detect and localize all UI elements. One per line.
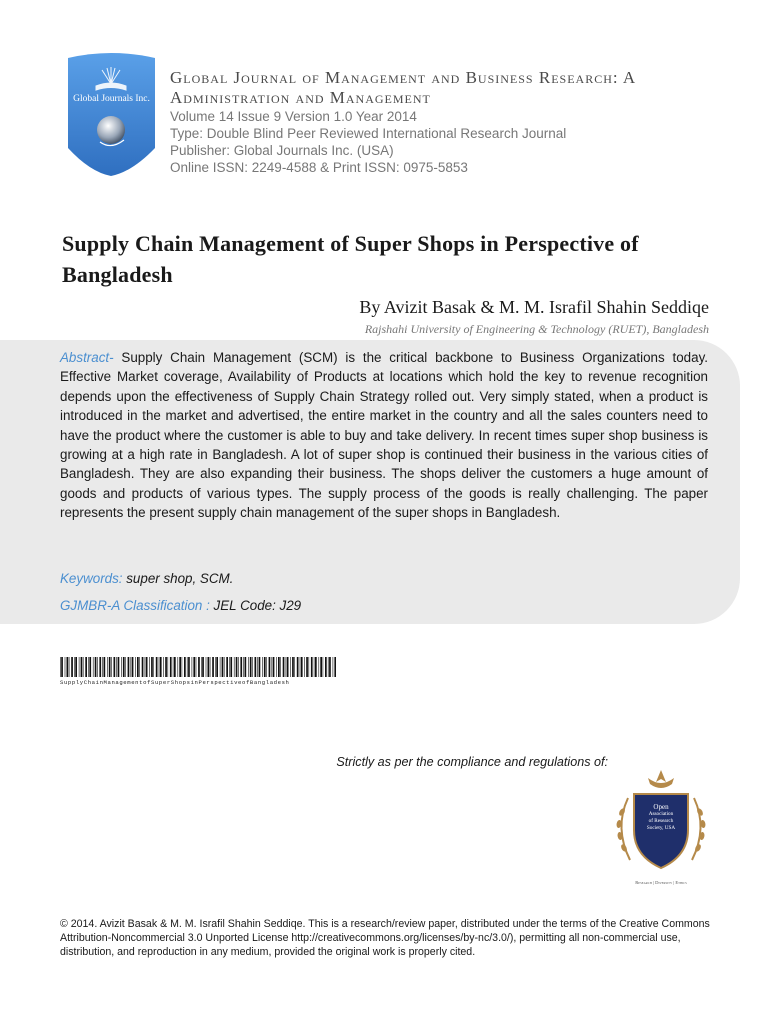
journal-issn: Online ISSN: 2249-4588 & Print ISSN: 0975-5853	[170, 160, 468, 175]
logo-shield-icon	[62, 50, 161, 178]
classification-label: GJMBR-A Classification :	[60, 598, 210, 613]
compliance-text: Strictly as per the compliance and regulations of:	[336, 755, 608, 769]
paper-title: Supply Chain Management of Super Shops in Perspective of Bangladesh	[62, 231, 639, 287]
seal-line2: Association	[648, 811, 674, 817]
keywords	[60, 571, 233, 586]
abstract-text	[60, 348, 708, 523]
seal-caption: Research | Diversity | Ethics	[635, 880, 687, 885]
journal-publisher: Publisher: Global Journals Inc. (USA)	[170, 143, 394, 158]
abstract-body: Supply Chain Management (SCM) is the critical backbone to Business Organizations today. Effective Market coverage, Availability of Products at locations which hold the key to revenue recognition depends upon the effectiveness of Supply Chain Strategy rolled out. Very simply stated, when a product is introduced in the market and advertised, the entire market in the country and all the sales counters need to have the product where the customer is able to buy and take delivery. In recent times super shop business is growing at a high rate in Bangladesh. A lot of super shop is continued their business in the various cities of Bangladesh. They are also expanding their business. The shops deliver the customers a huge amount of goods and products of various types. The supply process of the goods is really challenging. The paper represents the present supply chain management of the super shops in Bangladesh.	[60, 350, 708, 521]
global-journals-logo	[62, 50, 161, 178]
logo-text: Global Journals Inc.	[73, 94, 150, 104]
journal-name-line2: Administration and Management	[170, 88, 431, 107]
research-society-seal	[608, 768, 714, 876]
abstract-label: Abstract-	[60, 350, 114, 365]
seal-line3: of Research	[648, 818, 674, 824]
license-footer: © 2014. Avizit Basak & M. M. Israfil Shahin Seddiqe. This is a research/review paper, distributed under the terms of the Creative Commons Attribution-Noncommercial 3.0 Unported License http://creativecommons.org/licenses/by-nc/3.0/), permitting all non-commercial use, distribution, and reproduction in any medium, provided the original work is properly cited.	[60, 918, 710, 959]
paper-affiliation: Rajshahi University of Engineering & Technology (RUET), Bangladesh	[364, 322, 709, 336]
seal-line4: Society, USA	[646, 825, 676, 831]
journal-type: Type: Double Blind Peer Reviewed International Research Journal	[170, 126, 567, 141]
journal-name-line1: Global Journal of Management and Business Research: A	[170, 68, 637, 87]
barcode-text: SupplyChainManagementofSuperShopsinPerspectiveofBangladesh	[60, 679, 290, 686]
paper-authors: By Avizit Basak & M. M. Israfil Shahin Seddiqe	[359, 297, 709, 317]
barcode-icon	[60, 657, 336, 677]
journal-header	[170, 68, 730, 176]
keywords-value: super shop, SCM.	[122, 571, 234, 586]
classification	[60, 598, 301, 613]
seal-line1: Open	[653, 803, 669, 811]
classification-value: JEL Code: J29	[209, 598, 302, 613]
keywords-label: Keywords:	[60, 571, 123, 586]
journal-volume: Volume 14 Issue 9 Version 1.0 Year 2014	[170, 109, 417, 124]
